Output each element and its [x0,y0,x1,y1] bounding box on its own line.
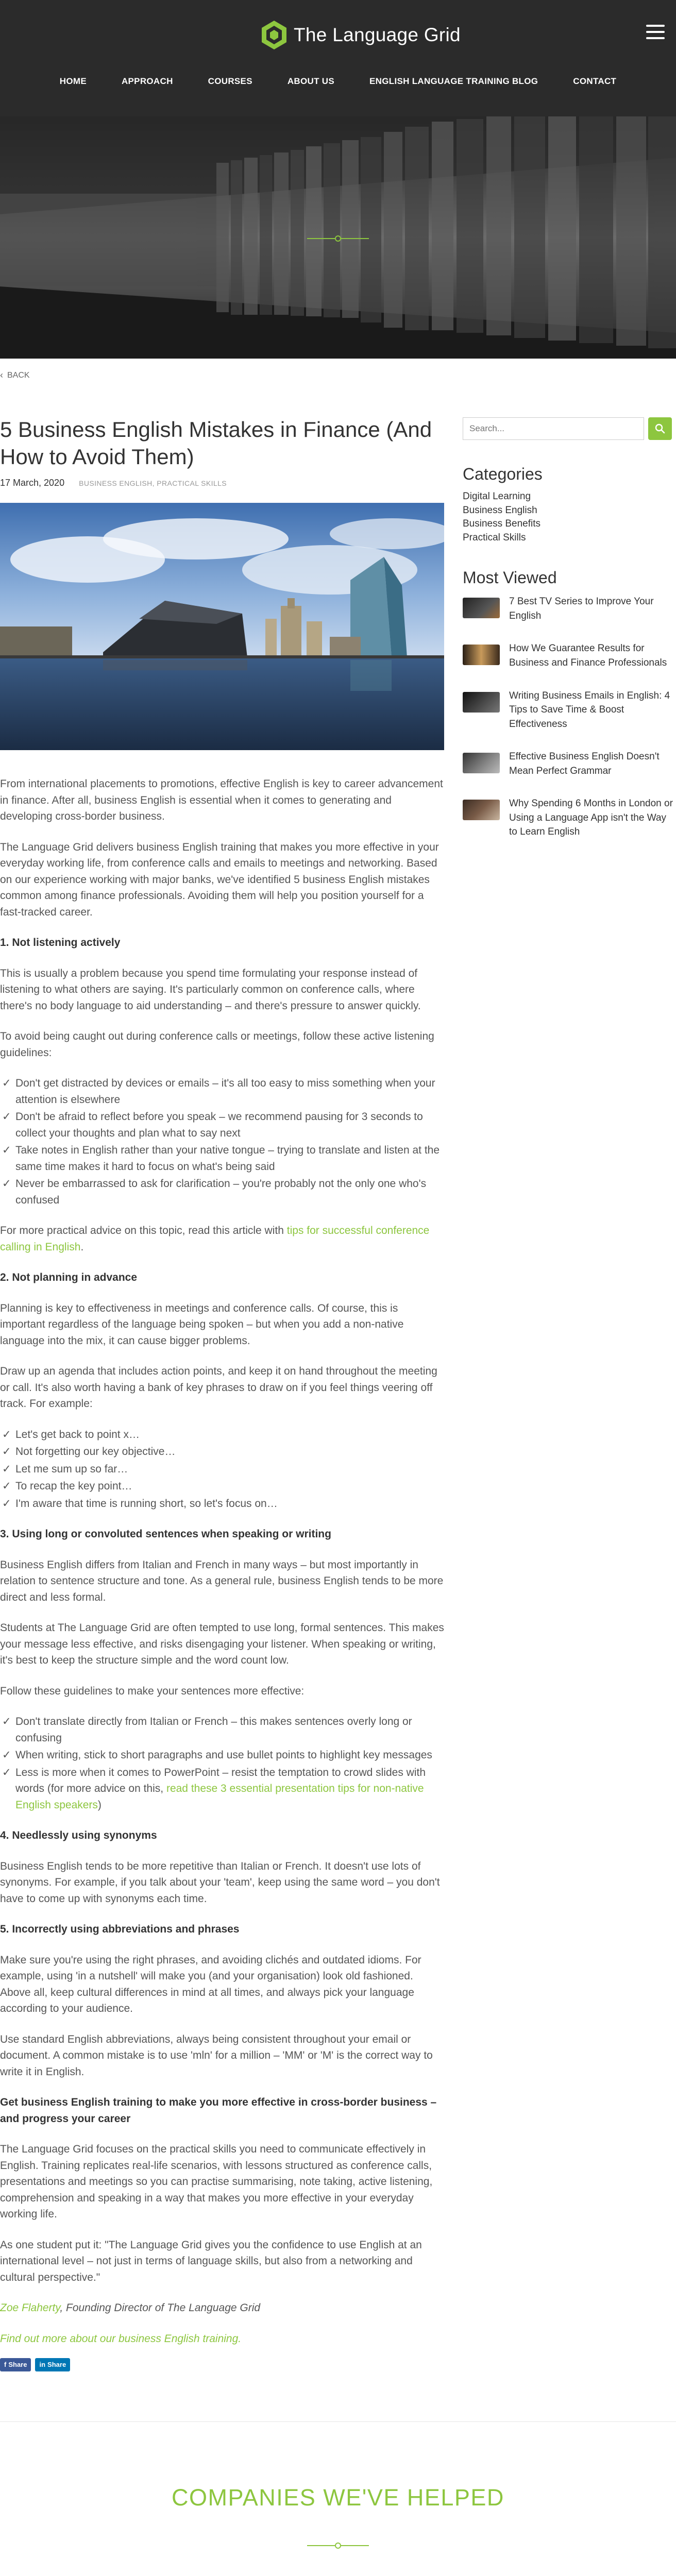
hero-banner [0,116,676,359]
categories-list [463,490,676,545]
list-item: ✓ Less is more when it comes to PowerPoint – resist the temptation to crowd slides with words (for more advice on this, read these 3 essential presentation tips for non-native English speakers) [0,1765,444,1814]
list-item: ✓ Let's get back to point x… [0,1427,444,1443]
section-1-paragraph-b: To avoid being caught out during conference calls or meetings, follow these active listening guidelines: [0,1030,434,1059]
check-icon: ✓ [2,1111,11,1123]
most-viewed-block [463,568,676,839]
list-item: ✓ I'm aware that time is running short, so let's focus on… [0,1496,444,1512]
check-icon: ✓ [2,1766,11,1778]
section-heading-5: 5. Incorrectly using abbreviations and phrases [0,1923,240,1935]
hamburger-menu-icon[interactable] [646,25,665,39]
waterfront-image [0,503,444,750]
chevron-left-icon: ‹ [0,370,3,380]
category-business-benefits[interactable]: Business Benefits [463,518,541,530]
list-item: ✓ Not forgetting our key objective… [0,1444,444,1460]
category-digital-learning[interactable]: Digital Learning [463,491,531,502]
companies-section [0,2484,676,2546]
nav-courses[interactable]: COURSES [208,76,252,86]
post-thumbnail [463,645,500,665]
sentence-guidelines-list [0,1714,444,1813]
most-viewed-item[interactable]: Why Spending 6 Months in London or Using a Language App isn't the Way to Learn English [463,796,676,839]
section-4-paragraph: Business English tends to be more repetitive than Italian or French. It doesn't use lots of synonyms. For example, if you talk about your 'team', keep using the same word – you don't have to come up with synonyms each time. [0,1860,440,1905]
section-3-paragraph-a: Business English differs from Italian and French in many ways – but most importantly in relation to sentence structure and tone. As a general rule, business English tends to be more direct and less formal. [0,1558,444,1603]
facebook-icon: f [4,2361,7,2368]
conference-calling-tips-link[interactable]: tips for successful conference calling in English [0,1225,430,1253]
post-thumbnail [463,800,500,820]
facebook-share-button[interactable]: f Share [0,2358,31,2371]
section-1-paragraph-c: For more practical advice on this topic, read this article with tips for successful conference calling in English. [0,1225,430,1253]
companies-title: COMPANIES WE'VE HELPED [172,2484,504,2511]
list-item: ✓ Let me sum up so far… [0,1461,444,1478]
most-viewed-item[interactable]: Writing Business Emails in English: 4 Tips to Save Time & Boost Effectiveness [463,689,676,732]
intro-paragraph-1: From international placements to promotions, effective English is key to career advancement in finance. After all, business English is essential when it comes to generating and developing cross-border business. [0,778,443,822]
share-buttons [0,2358,444,2371]
categories-title: Categories [463,465,543,483]
article-photo [0,503,444,750]
search-input[interactable] [463,417,644,440]
list-item: ✓ To recap the key point… [0,1478,444,1495]
sidebar [463,417,676,858]
section-6-paragraph-b: As one student put it: "The Language Grid gives you the confidence to use English at an international level – not just in terms of language skills, but also from a networking and cultural perspective." [0,2239,422,2283]
list-item: ✓ Don't be afraid to reflect before you speak – we recommend pausing for 3 seconds to collect your thoughts and plan what to say next [0,1109,444,1141]
companies-divider [307,2545,369,2546]
article-tags[interactable]: BUSINESS ENGLISH, PRACTICAL SKILLS [79,479,227,487]
linkedin-icon: in [39,2361,46,2368]
nav-about-us[interactable]: ABOUT US [287,76,335,86]
most-viewed-item[interactable]: How We Guarantee Results for Business and Finance Professionals [463,641,676,670]
list-item: ✓ When writing, stick to short paragraphs and use bullet points to highlight key messages [0,1747,444,1764]
check-icon: ✓ [2,1178,11,1190]
post-thumbnail [463,598,500,618]
list-item: ✓ Never be embarrassed to ask for clarification – you're probably not the only one who's confused [0,1176,444,1208]
article-meta [0,478,444,488]
site-header [0,0,676,116]
section-2-paragraph-b: Draw up an agenda that includes action points, and keep it on hand throughout the meeting or call. It's also worth having a bank of key phrases to draw on if you feel things veering off track. For example: [0,1365,437,1410]
section-heading-4: 4. Needlessly using synonyms [0,1829,157,1841]
nav-contact[interactable]: CONTACT [573,76,617,86]
intro-paragraph-2: The Language Grid delivers business English training that makes you more effective in your everyday working life, from conference calls and emails to meetings and networking. Based on our experience working with major banks, we've identified 5 business English mistakes common among finance professionals. Avoiding them will help you position yourself for a fast-tracked career. [0,841,439,918]
presentation-tips-link[interactable]: read these 3 essential presentation tips for non-native English speakers [15,1783,424,1811]
listening-guidelines-list [0,1075,444,1208]
search-form [463,417,676,440]
author-name-link[interactable]: Zoe Flaherty [0,2302,60,2314]
search-button[interactable] [648,417,672,440]
list-item: ✓ Take notes in English rather than your native tongue – trying to translate and listen at the same time makes it hard to focus on what's being said [0,1142,444,1175]
article-title: 5 Business English Mistakes in Finance (And How to Avoid Them) [0,417,432,469]
key-phrases-list [0,1427,444,1512]
section-heading-2: 2. Not planning in advance [0,1272,138,1283]
section-5-paragraph-a: Make sure you're using the right phrases, and avoiding clichés and outdated idioms. For example, using 'in a nutshell' will make you (and your organisation) look old fashioned. Above all, keep cultural differences in mind at all times, and always pick your language according to your audience. [0,1954,421,2014]
check-icon: ✓ [2,1463,11,1475]
article [0,416,444,2371]
check-icon: ✓ [2,1480,11,1492]
check-icon: ✓ [2,1749,11,1761]
list-item: ✓ Don't translate directly from Italian or French – this makes sentences overly long or confusing [0,1714,444,1746]
check-icon: ✓ [2,1497,11,1510]
article-date: 17 March, 2020 [0,478,65,488]
author-signature: Zoe Flaherty, Founding Director of The Language Grid [0,2302,261,2314]
find-more-link[interactable]: Find out more about our business English training. [0,2332,242,2345]
logo-hex-icon [261,20,288,50]
category-business-english[interactable]: Business English [463,504,537,516]
post-thumbnail [463,692,500,713]
most-viewed-title: Most Viewed [463,568,557,587]
section-heading-3: 3. Using long or convoluted sentences when speaking or writing [0,1528,331,1540]
brand-logo-link[interactable] [261,20,461,50]
categories-block [463,465,676,545]
nav-approach[interactable]: APPROACH [121,76,173,86]
brand-name: The Language Grid [294,24,461,45]
section-2-paragraph-a: Planning is key to effectiveness in meetings and conference calls. Of course, this is important regardless of the language being spoken – but when you add a non-native language into the mix, it can cause bigger problems. [0,1302,404,1347]
section-heading-1: 1. Not listening actively [0,937,121,948]
main-nav [0,76,676,87]
most-viewed-item[interactable]: Effective Business English Doesn't Mean Perfect Grammar [463,750,676,778]
section-3-paragraph-b: Students at The Language Grid are often tempted to use long, formal sentences. This makes your message less effective, and risks disengaging your listener. When speaking or writing, it's best to keep the structure simple and the word count low. [0,1622,444,1666]
section-3-paragraph-c: Follow these guidelines to make your sentences more effective: [0,1685,305,1697]
nav-home[interactable]: HOME [59,76,87,86]
most-viewed-list [463,595,676,839]
linkedin-share-button[interactable]: in Share [35,2358,70,2371]
section-heading-6: Get business English training to make you more effective in cross-border business – and progress your career [0,2096,437,2125]
check-icon: ✓ [2,1144,11,1156]
section-5-paragraph-b: Use standard English abbreviations, always being consistent throughout your email or document. A common mistake is to use 'mln' for a million – 'MM' or 'M' is the correct way to write it in English. [0,2033,433,2078]
section-1-paragraph-a: This is usually a problem because you spend time formulating your response instead of listening to what others are saying. It's particularly common on conference calls, where there's no body language to aid understanding – and there's pressure to answer quickly. [0,967,421,1012]
back-label: BACK [7,370,30,380]
nav-blog[interactable]: ENGLISH LANGUAGE TRAINING BLOG [369,76,538,86]
section-6-paragraph-a: The Language Grid focuses on the practical skills you need to communicate effectively in English. Training replicates real-life scenarios, with lessons structured as conference calls, presentations and meetings so you can practise summarising, note taking, active listening, comprehension and speaking in a way that makes you more effective in your everyday working life. [0,2143,433,2220]
section-separator [0,2421,676,2422]
check-icon: ✓ [2,1446,11,1458]
most-viewed-item[interactable]: 7 Best TV Series to Improve Your English [463,595,676,623]
search-icon [655,423,665,434]
category-practical-skills[interactable]: Practical Skills [463,532,526,543]
hero-divider-dot [335,235,341,242]
check-icon: ✓ [2,1428,11,1440]
back-link[interactable] [0,370,30,381]
article-body [0,776,444,2371]
list-item: ✓ Don't get distracted by devices or emails – it's all too easy to miss something when your attention is elsewhere [0,1075,444,1108]
post-thumbnail [463,753,500,773]
check-icon: ✓ [2,1716,11,1727]
check-icon: ✓ [2,1077,11,1089]
